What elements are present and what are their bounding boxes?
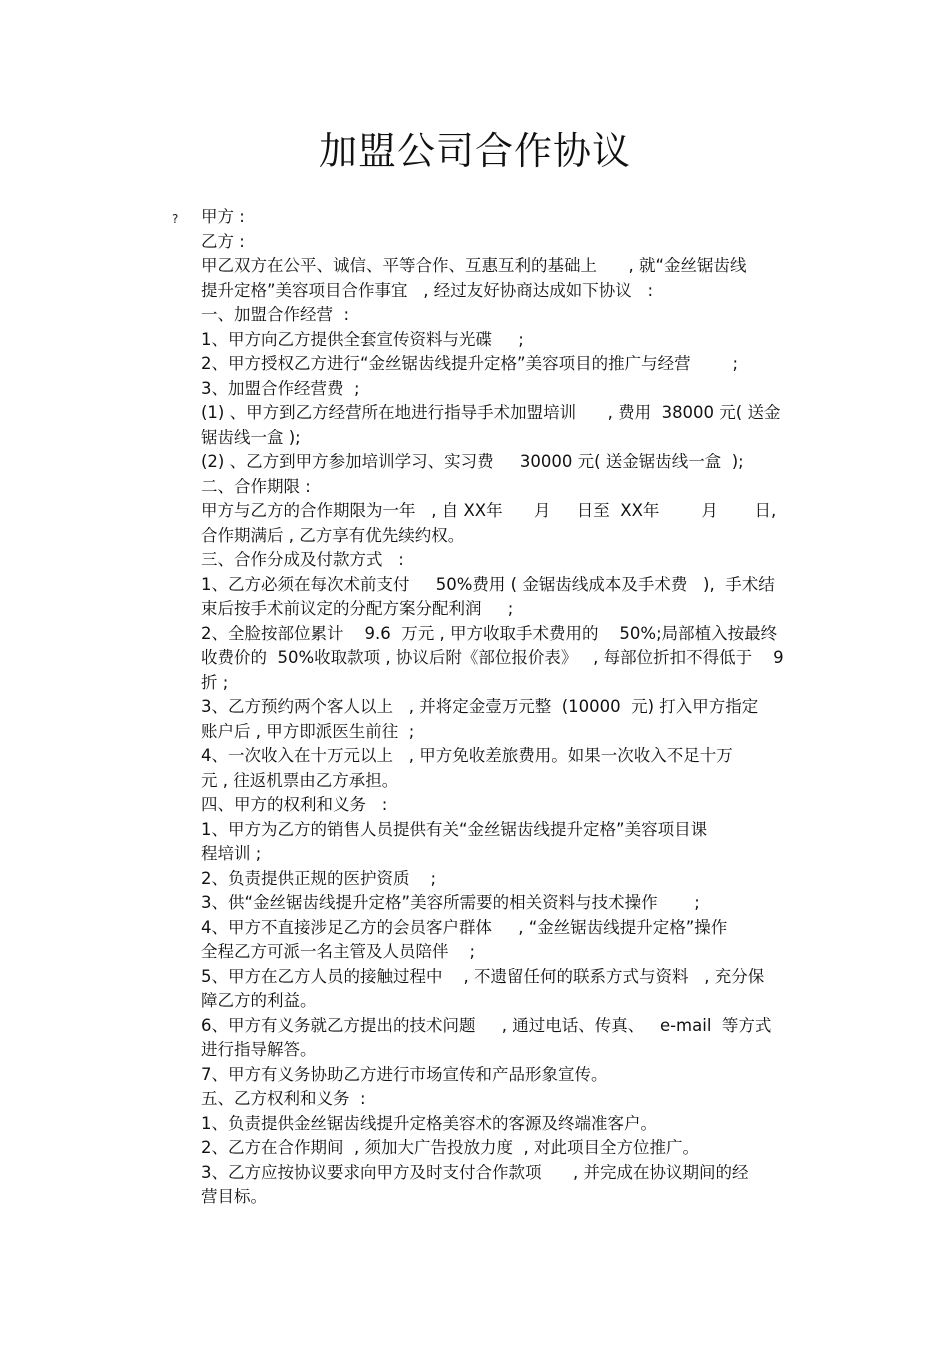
document-line: 2、甲方授权乙方进行“金丝锯齿线提升定格”美容项目的推广与经营 ; [201,354,739,373]
document-line: 3、乙方预约两个客人以上 , 并将定金壹万元整 (10000 元) 打入甲方指定 [201,697,759,716]
document-line: 2、负责提供正规的医护资质 ; [201,868,437,888]
document-line: (1) 、甲方到乙方经营所在地进行指导手术加盟培训 , 费用 38000 元( 送金 [201,403,781,422]
document-line: 1、乙方必须在每次术前支付 50%费用 ( 金锯齿线成本及手术费 ), 手术结 [201,574,775,594]
document-line: 收费价的 50%收取款项 , 协议后附《部位报价表》 , 每部位折扣不得低于 9 [201,648,784,667]
document-body [201,205,811,1210]
document-line: 1、甲方为乙方的销售人员提供有关“金丝锯齿线提升定格”美容项目课 [201,819,708,839]
document-line: 7、甲方有义务协助乙方进行市场宣传和产品形象宣传。 [201,1064,608,1084]
document-line: 一、加盟合作经营 : [201,305,350,324]
document-line: 乙方 : [201,231,245,251]
document-line: 提升定格”美容项目合作事宜 , 经过友好协商达成如下协议 : [201,280,654,300]
document-line: 束后按手术前议定的分配方案分配利润 ; [201,599,514,618]
document-line: 6、甲方有义务就乙方提出的技术问题 , 通过电话、传真、 e-mail 等方式 [201,1015,772,1035]
document-line: 3、加盟合作经营费 ; [201,378,360,398]
document-line: 四、甲方的权利和义务 : [201,795,388,814]
document-line: 1、负责提供金丝锯齿线提升定格美容术的客源及终端准客户。 [201,1113,657,1133]
list-bullet-marker: ? [172,212,179,226]
document-line: 甲方与乙方的合作期限为一年 , 自 XX年 月 日至 XX年 月 日, [201,501,777,520]
document-line: 1、甲方向乙方提供全套宣传资料与光碟 ; [201,329,524,349]
document-line: 进行指导解答。 [201,1040,317,1059]
document-line: 5、甲方在乙方人员的接触过程中 , 不遗留任何的联系方式与资料 , 充分保 [201,966,765,986]
document-line: 营目标。 [201,1187,267,1206]
document-line: 账户后 , 甲方即派医生前往 ; [201,721,415,741]
document-line: 全程乙方可派一名主管及人员陪伴 ; [201,942,476,961]
document-line: 甲方 : [201,207,245,226]
document-line: 3、乙方应按协议要求向甲方及时支付合作款项 , 并完成在协议期间的经 [201,1162,749,1182]
document-line: 2、乙方在合作期间 , 须加大广告投放力度 , 对此项目全方位推广。 [201,1138,699,1157]
document-line: 4、一次收入在十万元以上 , 甲方免收差旅费用。如果一次收入不足十万 [201,746,733,765]
document-line: (2) 、乙方到甲方参加培训学习、实习费 30000 元( 送金锯齿线一盒 ); [201,452,744,471]
document-line: 二、合作期限 : [201,476,311,496]
document-line: 折 ; [201,672,229,692]
document-line: 锯齿线一盒 ); [201,427,301,447]
document-line: 元 , 往返机票由乙方承担。 [201,770,399,790]
document-line: 合作期满后 , 乙方享有优先续约权。 [201,525,465,545]
document-line: 五、乙方权利和义务 : [201,1089,366,1108]
document-line: 三、合作分成及付款方式 : [201,550,404,569]
document-line: 甲乙双方在公平、诚信、平等合作、互惠互利的基础上 , 就“金丝锯齿线 [201,256,747,275]
document-line: 程培训 ; [201,844,262,863]
document-line: 2、全脸按部位累计 9.6 万元 , 甲方收取手术费用的 50%;局部植入按最终 [201,623,778,643]
document-title: 加盟公司合作协议 [318,129,631,173]
document-line: 4、甲方不直接涉足乙方的会员客户群体 , “金丝锯齿线提升定格”操作 [201,917,728,937]
document-line: 障乙方的利益。 [201,991,317,1010]
document-line: 3、供“金丝锯齿线提升定格”美容所需要的相关资料与技术操作 ; [201,893,700,912]
